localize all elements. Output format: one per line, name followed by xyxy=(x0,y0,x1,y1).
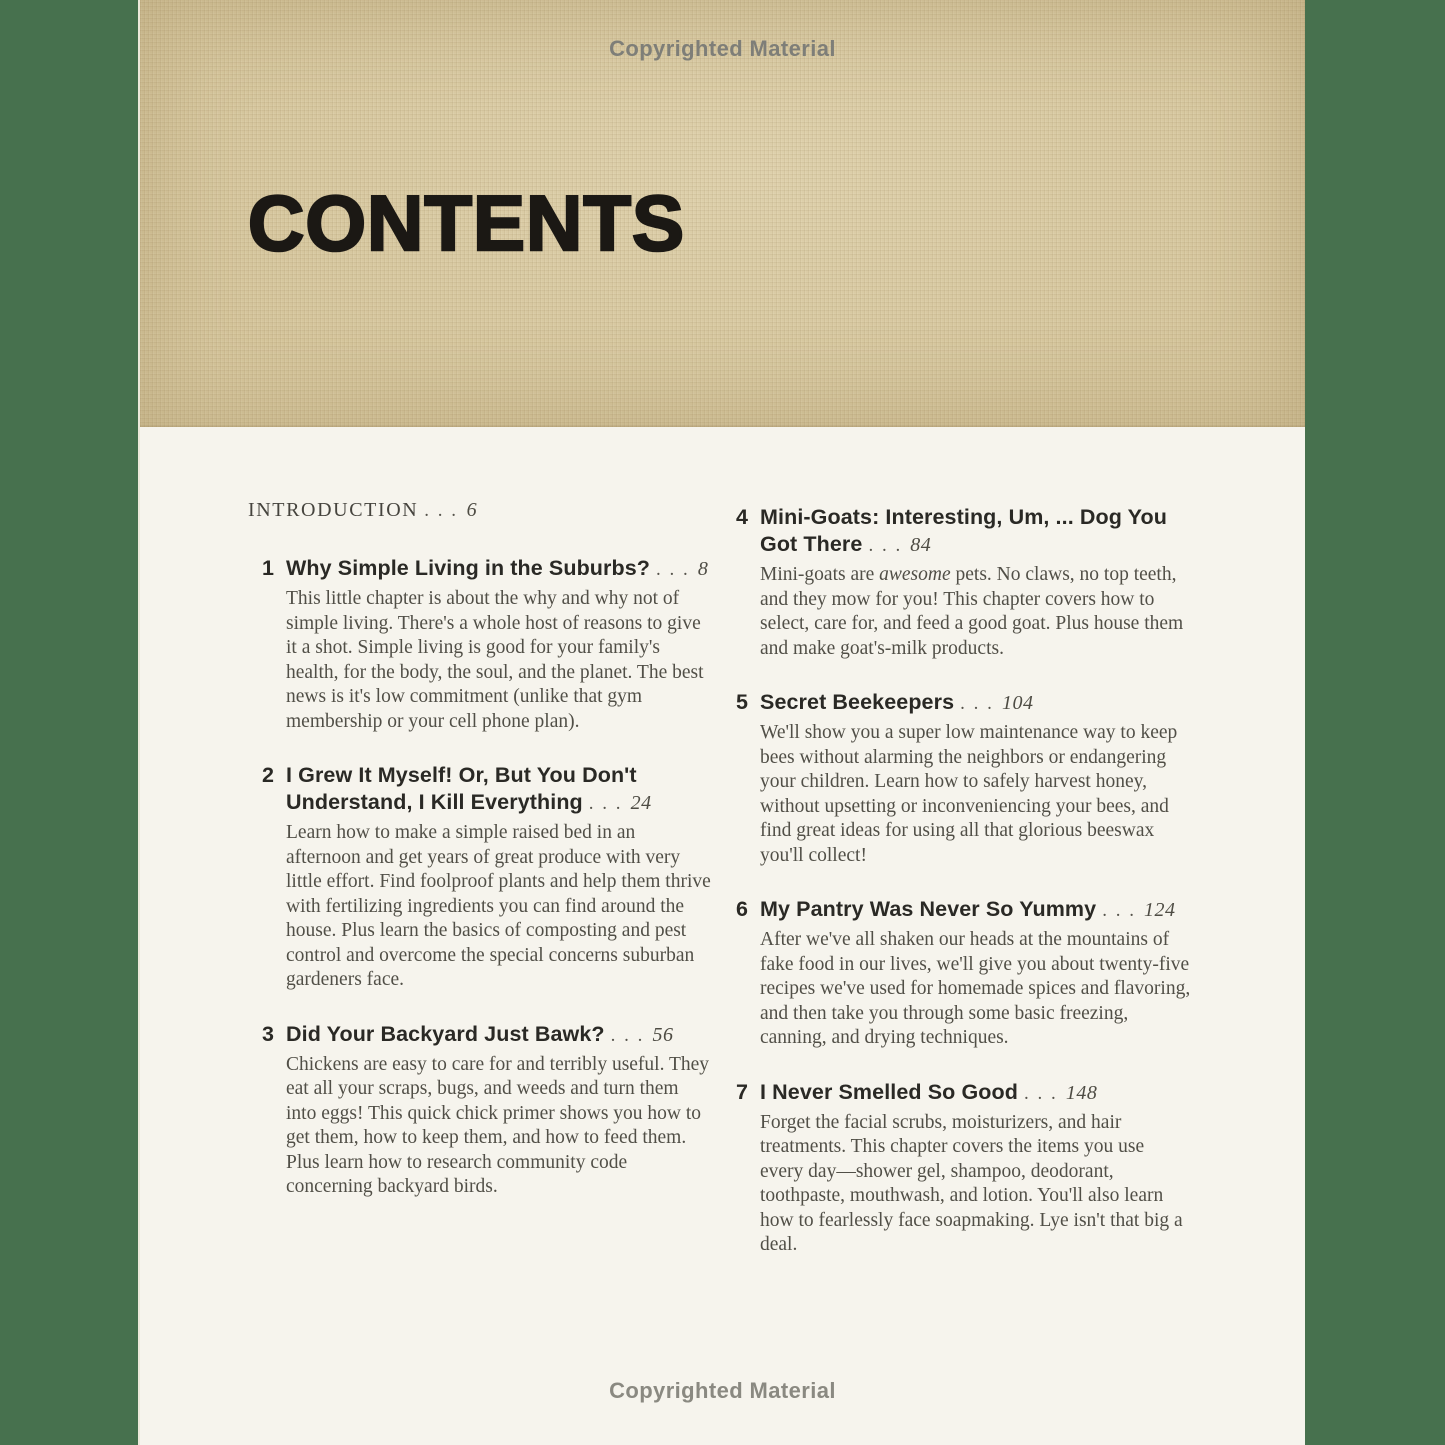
toc-column-right xyxy=(722,504,1192,1286)
chapter-title-line xyxy=(760,504,1192,559)
chapter-title: Secret Beekeepers xyxy=(760,690,955,714)
toc-intro-entry xyxy=(248,497,712,524)
chapter-page-number: 124 xyxy=(1144,899,1176,921)
chapter-number: 1 xyxy=(262,556,274,580)
leader-dots: . . . xyxy=(960,693,994,714)
chapter-title: Why Simple Living in the Suburbs? xyxy=(286,556,651,580)
chapter-description: Learn how to make a simple raised bed in an afternoon and get years of great produce with very little effort. Find foolproof plants and help them thrive with fertilizing ingredients you can find around the house. Plus learn the basics of composting and pest control and overcome the special concerns suburban gardeners face. xyxy=(286,822,711,990)
chapter-page-number: 104 xyxy=(1001,692,1034,714)
book-cover-header xyxy=(140,0,1305,427)
chapter-page-number: 8 xyxy=(697,558,709,580)
book-page xyxy=(138,0,1305,1445)
chapter-title-line xyxy=(286,762,712,817)
chapter-number: 4 xyxy=(736,505,748,529)
toc-entry-text xyxy=(286,1021,712,1200)
chapter-page-number: 56 xyxy=(652,1023,674,1046)
intro-page-number: 6 xyxy=(466,499,478,521)
chapter-title-line xyxy=(760,896,1192,924)
toc-entry xyxy=(722,1079,1192,1258)
chapter-description: Chickens are easy to care for and terribly useful. They eat all your scraps, bugs, and weeds and turn them into eggs! This quick chick primer shows you how to get them, how to keep them, and how to feed them. Plus learn how to research community code concerning backyard birds. xyxy=(286,1053,710,1197)
chapter-number: 2 xyxy=(262,763,274,787)
leader-dots: . . . xyxy=(656,559,690,580)
chapter-description xyxy=(760,563,1192,661)
toc-entry xyxy=(722,689,1192,868)
copyright-notice-bottom: Copyrighted Material xyxy=(609,1378,836,1403)
right-margin xyxy=(1305,0,1445,1445)
chapter-page-number: 84 xyxy=(910,534,932,556)
toc-entry-text xyxy=(286,762,712,993)
toc-entry-text xyxy=(760,689,1192,868)
chapter-number: 6 xyxy=(736,897,748,921)
toc-entry-text xyxy=(760,896,1192,1051)
leader-dots: . . . xyxy=(610,1024,645,1046)
left-margin xyxy=(0,0,138,1445)
toc-entry xyxy=(722,896,1192,1051)
leader-dots: . . . xyxy=(1023,1082,1058,1104)
chapter-title-line xyxy=(760,1079,1192,1107)
intro-label: INTRODUCTION xyxy=(248,499,419,521)
chapter-description: After we've all shaken our heads at the mountains of fake food in our lives, we'll give you about twenty-five recipes we've used for homemade spices and flavoring, and then take you through some basic freezing, canning, and drying techniques. xyxy=(760,929,1191,1048)
toc-entry-text xyxy=(286,555,712,734)
description-italic-text: awesome xyxy=(879,564,951,585)
chapter-title: Did Your Backyard Just Bawk? xyxy=(286,1021,605,1046)
chapter-title: Mini-Goats: Interesting, Um, ... Dog You Got There xyxy=(760,505,1167,556)
toc-entry-text xyxy=(760,504,1192,661)
leader-dots: . . . xyxy=(588,793,623,814)
leader-dots: . . . xyxy=(424,500,459,521)
chapter-title: My Pantry Was Never So Yummy xyxy=(760,897,1097,921)
chapter-title-line xyxy=(760,689,1192,717)
chapter-description: We'll show you a super low maintenance way to keep bees without alarming the neighbors or endangering your children. Learn how to safely harvest honey, without upsetting or inconveniencing your bees, and find great ideas for using all that glorious beeswax you'll collect! xyxy=(760,722,1178,866)
chapter-title: I Grew It Myself! Or, But You Don't Understand, I Kill Everything xyxy=(286,763,637,814)
leader-dots: . . . xyxy=(1102,900,1136,921)
chapter-number: 5 xyxy=(736,690,748,714)
toc-entry xyxy=(248,762,712,993)
chapter-page-number: 24 xyxy=(630,792,652,814)
description-text: pets. No claws, no top teeth, and they mow for you! This chapter covers how to select, care for, and feed a good goat. Plus house them and make goat's-milk products. xyxy=(760,564,1184,659)
toc-entry xyxy=(722,504,1192,661)
chapter-title-line xyxy=(286,1021,712,1049)
leader-dots: . . . xyxy=(868,535,903,556)
chapter-number: 7 xyxy=(736,1079,748,1104)
chapter-number: 3 xyxy=(262,1021,274,1046)
page-title: CONTENTS xyxy=(248,179,685,267)
chapter-title-line xyxy=(286,555,712,583)
toc-entry xyxy=(248,1021,712,1200)
chapter-description: Forget the facial scrubs, moisturizers, and hair treatments. This chapter covers the items you use every day—shower gel, shampoo, deodorant, toothpaste, mouthwash, and lotion. You'll also learn how to fearlessly face soapmaking. Lye isn't that big a deal. xyxy=(760,1111,1183,1255)
chapter-title: I Never Smelled So Good xyxy=(760,1079,1018,1104)
description-text: Mini-goats are xyxy=(760,564,880,585)
chapter-page-number: 148 xyxy=(1065,1081,1098,1104)
chapter-description: This little chapter is about the why and why not of simple living. There's a whole host of reasons to give it a shot. Simple living is good for your family's health, for the body, the soul, and the planet. The best news is it's low commitment (unlike that gym membership or your cell phone plan). xyxy=(286,588,704,732)
toc-entry xyxy=(248,555,712,734)
copyright-notice-top: Copyrighted Material xyxy=(609,36,836,61)
toc-entry-text xyxy=(760,1079,1192,1258)
toc-column-left xyxy=(248,497,712,1228)
